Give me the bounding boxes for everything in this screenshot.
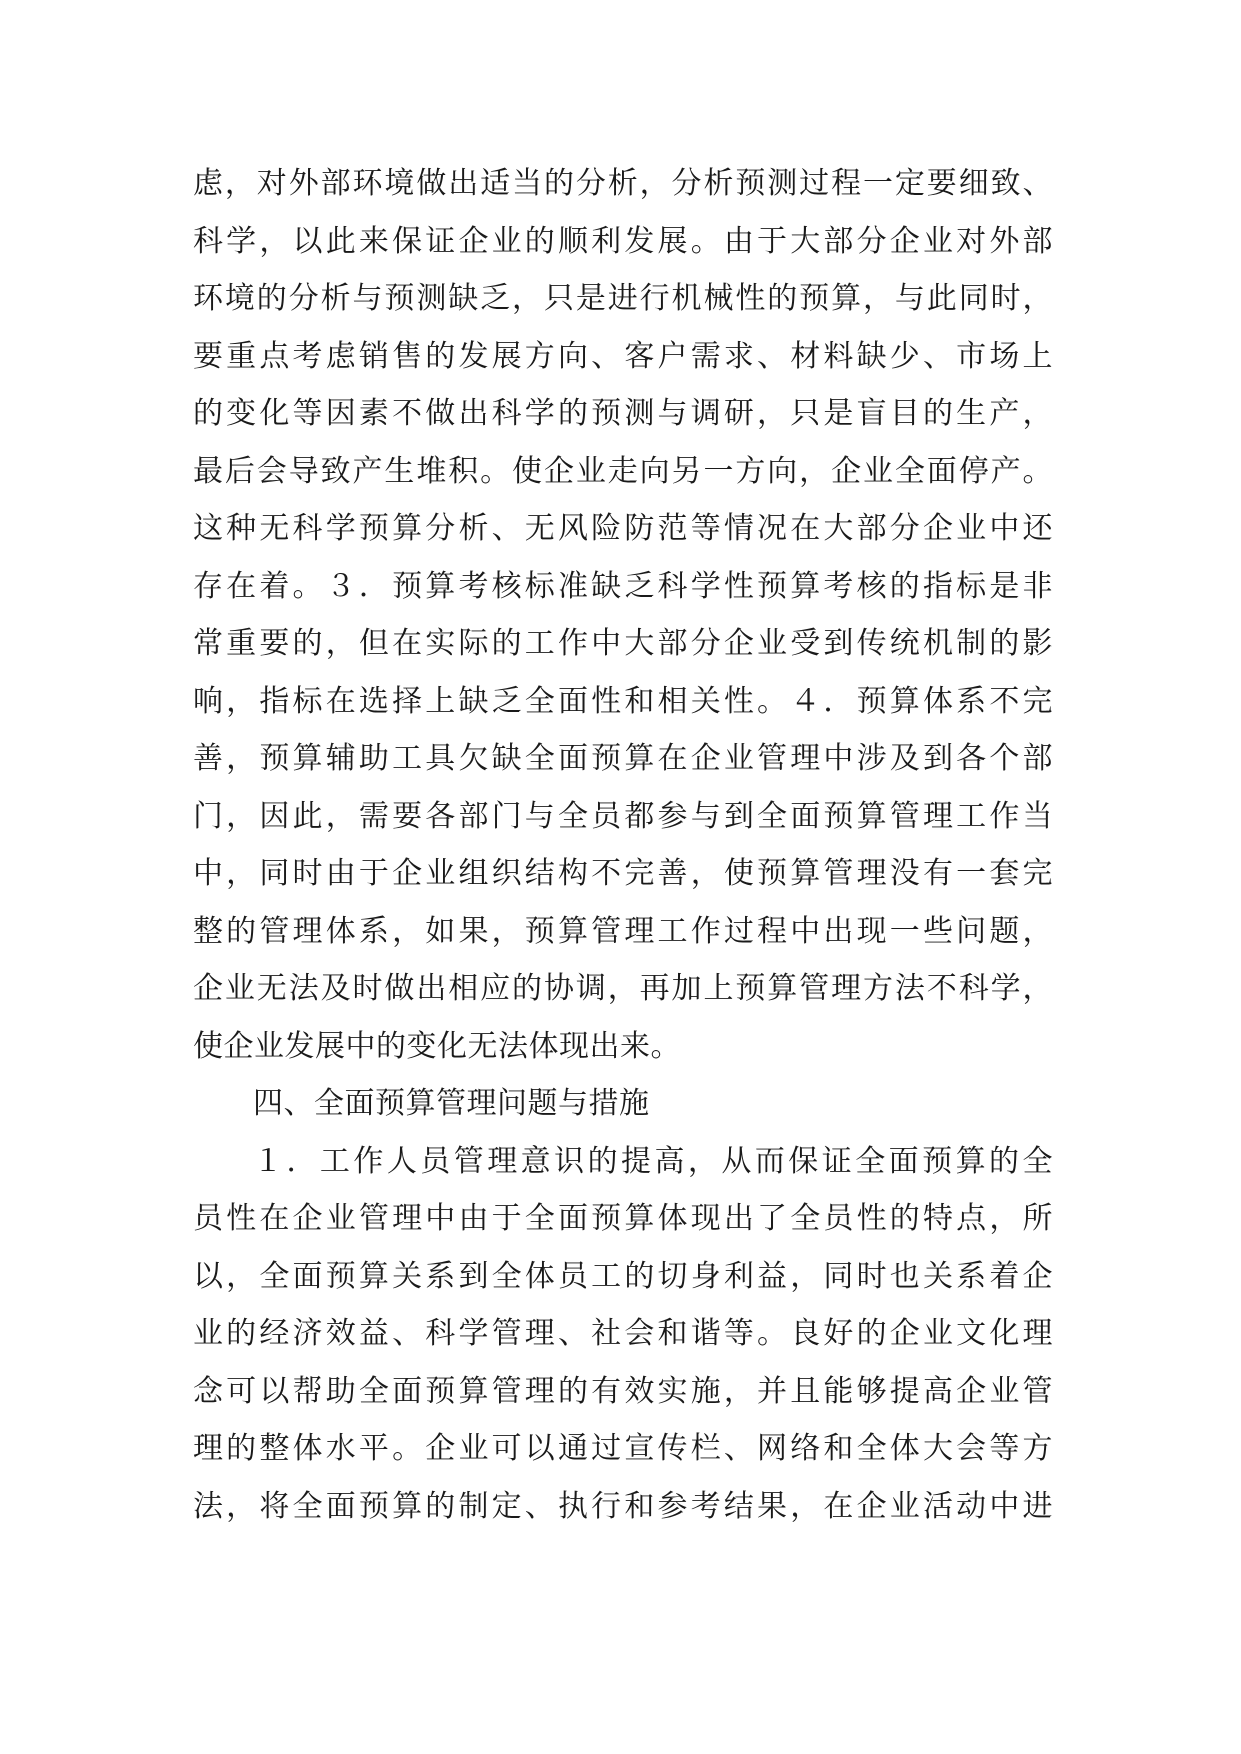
- text-line: 门，因此，需要各部门与全员都参与到全面预算管理工作当: [193, 798, 1053, 834]
- text-line: 响，指标在选择上缺乏全面性和相关性。４．预算体系不完: [193, 683, 1053, 719]
- text-line: １．工作人员管理意识的提高，从而保证全面预算的全: [253, 1143, 1053, 1179]
- text-line: 企业无法及时做出相应的协调，再加上预算管理方法不科学，: [193, 971, 1053, 1006]
- text-line: 理的整体水平。企业可以通过宣传栏、网络和全体大会等方: [193, 1431, 1053, 1466]
- text-line: 善，预算辅助工具欠缺全面预算在企业管理中涉及到各个部: [193, 741, 1053, 776]
- body-text: [193, 155, 1053, 1535]
- text-line: 以，全面预算关系到全体员工的切身利益，同时也关系着企: [193, 1258, 1053, 1294]
- text-line: 科学，以此来保证企业的顺利发展。由于大部分企业对外部: [193, 223, 1053, 259]
- text-line: 员性在企业管理中由于全面预算体现出了全员性的特点，所: [193, 1201, 1053, 1236]
- text-line: 常重要的，但在实际的工作中大部分企业受到传统机制的影: [193, 626, 1053, 661]
- text-line: 念可以帮助全面预算管理的有效实施，并且能够提高企业管: [193, 1373, 1053, 1409]
- text-line: 的变化等因素不做出科学的预测与调研，只是盲目的生产，: [193, 396, 1053, 431]
- text-line: 中，同时由于企业组织结构不完善，使预算管理没有一套完: [193, 856, 1053, 891]
- text-line: 要重点考虑销售的发展方向、客户需求、材料缺少、市场上: [193, 338, 1053, 374]
- text-line: 这种无科学预算分析、无风险防范等情况在大部分企业中还: [193, 511, 1053, 546]
- text-line: 业的经济效益、科学管理、社会和谐等。良好的企业文化理: [193, 1316, 1053, 1351]
- text-line: 最后会导致产生堆积。使企业走向另一方向，企业全面停产。: [193, 453, 1053, 489]
- text-line: 环境的分析与预测缺乏，只是进行机械性的预算，与此同时，: [193, 281, 1053, 316]
- section-heading: 四、全面预算管理问题与措施: [253, 1086, 650, 1121]
- text-line: 虑，对外部环境做出适当的分析，分析预测过程一定要细致、: [193, 166, 1053, 201]
- text-line: 使企业发展中的变化无法体现出来。: [193, 1028, 681, 1064]
- text-line: 整的管理体系，如果，预算管理工作过程中出现一些问题，: [193, 913, 1053, 949]
- text-line: 法，将全面预算的制定、执行和参考结果，在企业活动中进: [193, 1488, 1053, 1524]
- text-line: 存在着。３．预算考核标准缺乏科学性预算考核的指标是非: [193, 568, 1053, 604]
